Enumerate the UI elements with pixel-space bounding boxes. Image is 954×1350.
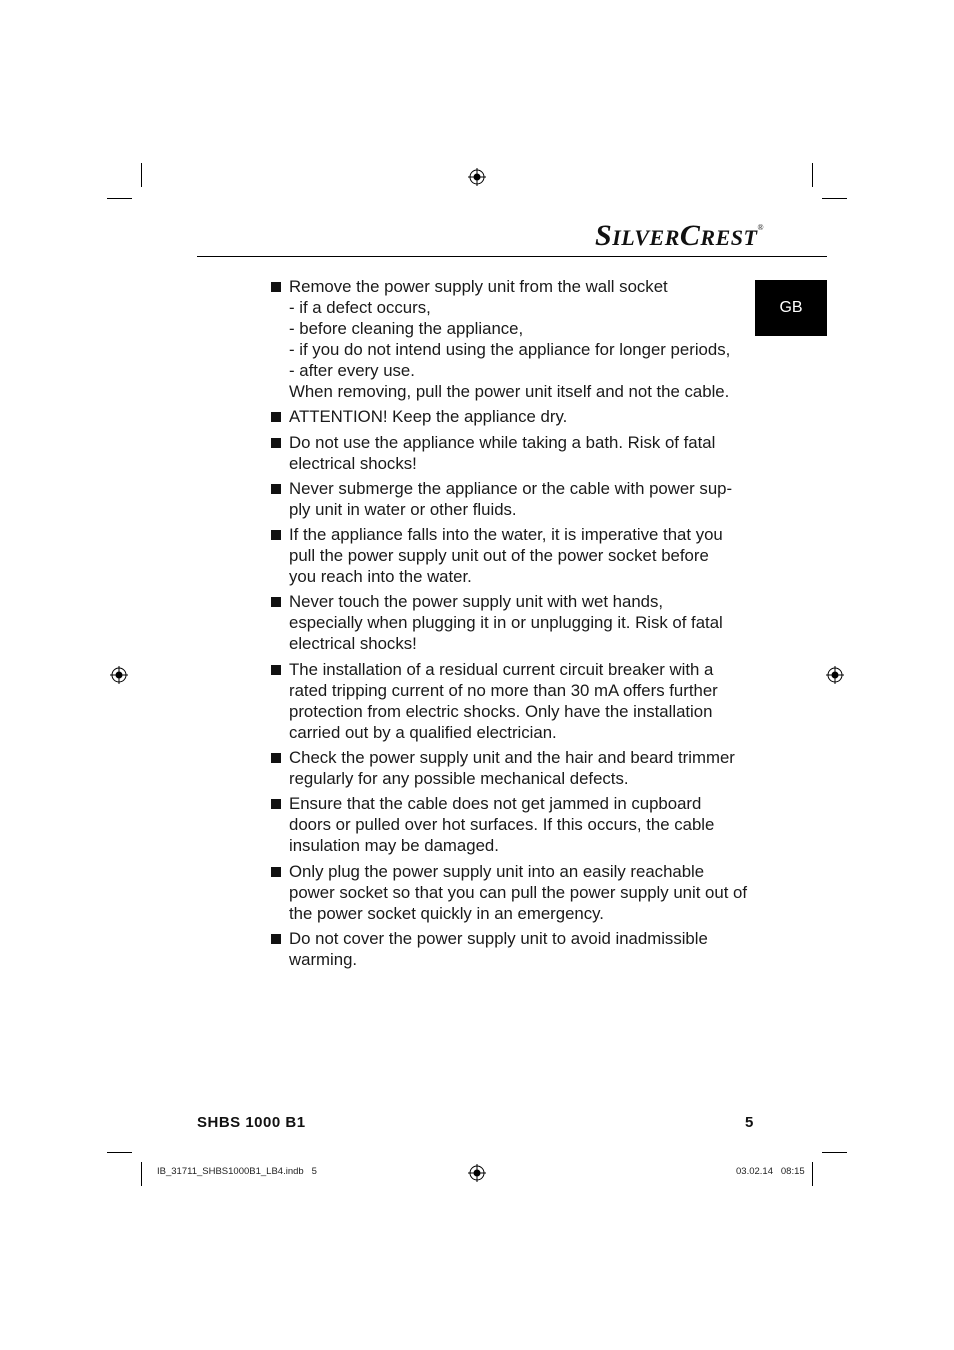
list-item-line: If the appliance falls into the water, it is imperative that you xyxy=(289,525,723,545)
list-item xyxy=(270,928,740,970)
list-item-line: electrical shocks! xyxy=(289,634,417,654)
crop-mark xyxy=(822,198,847,199)
crop-mark xyxy=(812,163,813,187)
header-rule xyxy=(197,256,827,257)
logo-initial: S xyxy=(595,219,613,252)
list-item-line: Do not use the appliance while taking a bath. Risk of fatal xyxy=(289,432,716,452)
list-item-line: insulation may be damaged. xyxy=(289,836,499,856)
list-item-line: electrical shocks! xyxy=(289,453,417,473)
list-item-line: - after every use. xyxy=(289,361,415,380)
list-item-line: Only plug the power supply unit into an easily reachable xyxy=(289,861,705,881)
square-bullet-icon xyxy=(271,530,281,540)
square-bullet-icon xyxy=(271,753,281,763)
silvercrest-logo xyxy=(595,219,764,251)
list-item-line: Ensure that the cable does not get jammed in cupboard xyxy=(289,794,702,814)
page-number: 5 xyxy=(745,1114,754,1131)
list-item-line: - if you do not intend using the appliance for longer periods, xyxy=(289,340,731,359)
list-item-line: power socket so that you can pull the power supply unit out of xyxy=(289,882,748,902)
list-item-line: Check the power supply unit and the hair and beard trimmer xyxy=(289,748,735,768)
list-item-line: Never touch the power supply unit with wet hands, xyxy=(289,592,664,612)
list-item xyxy=(270,861,748,924)
list-item-line: pull the power supply unit out of the power socket before xyxy=(289,546,709,566)
list-item xyxy=(270,406,740,427)
list-item xyxy=(270,659,740,743)
list-item-line: Remove the power supply unit from the wall socket xyxy=(289,277,668,296)
square-bullet-icon xyxy=(271,484,281,494)
list-item-line: carried out by a qualified electrician. xyxy=(289,722,557,742)
crop-mark xyxy=(107,1152,132,1153)
list-item xyxy=(270,747,740,789)
list-item-line: protection from electric shocks. Only have the installation xyxy=(289,701,713,721)
model-number: SHBS 1000 B1 xyxy=(197,1114,306,1131)
list-item-line: regularly for any possible mechanical defects. xyxy=(289,769,629,789)
list-item-line: When removing, pull the power unit itself and not the cable. xyxy=(289,382,730,401)
language-tab: GB xyxy=(755,280,827,336)
square-bullet-icon xyxy=(271,412,281,422)
list-item xyxy=(270,432,740,474)
list-item-line: doors or pulled over hot surfaces. If this occurs, the cable xyxy=(289,815,715,835)
list-item xyxy=(270,793,740,856)
registration-mark-icon xyxy=(826,666,844,684)
square-bullet-icon xyxy=(271,867,281,877)
crop-mark xyxy=(822,1152,847,1153)
crop-mark xyxy=(107,198,132,199)
list-item-line: you reach into the water. xyxy=(289,567,472,587)
square-bullet-icon xyxy=(271,799,281,809)
crop-mark xyxy=(812,1162,813,1186)
list-item-line: ATTENTION! Keep the appliance dry. xyxy=(289,407,568,427)
crop-mark xyxy=(141,163,142,187)
crop-mark xyxy=(141,1162,142,1186)
list-item-line: rated tripping current of no more than 30 mA offers further xyxy=(289,680,718,700)
registration-mark-icon xyxy=(468,168,486,186)
list-item xyxy=(270,591,740,654)
list-item-line: the power socket quickly in an emergency. xyxy=(289,903,604,923)
list-item-line: The installation of a residual current circuit breaker with a xyxy=(289,659,714,679)
list-item-line: Do not cover the power supply unit to avoid inadmissible xyxy=(289,928,708,948)
list-item-line: warming. xyxy=(289,949,358,969)
square-bullet-icon xyxy=(271,597,281,607)
square-bullet-icon xyxy=(271,665,281,675)
registered-mark: ® xyxy=(757,223,765,232)
registration-mark-icon xyxy=(110,666,128,684)
list-item-line: especially when plugging it in or unplugging it. Risk of fatal xyxy=(289,613,723,633)
list-item xyxy=(270,276,740,402)
logo-text: REST xyxy=(700,225,758,250)
square-bullet-icon xyxy=(271,438,281,448)
logo-text: ILVER xyxy=(612,225,680,250)
list-item xyxy=(270,478,740,520)
print-slug-filename: IB_31711_SHBS1000B1_LB4.indb 5 xyxy=(157,1166,317,1177)
square-bullet-icon xyxy=(271,934,281,944)
registration-mark-icon xyxy=(468,1164,486,1182)
safety-instructions-list xyxy=(270,276,748,974)
list-item-line: - before cleaning the appliance, xyxy=(289,319,524,338)
print-slug-datetime: 03.02.14 08:15 xyxy=(736,1166,805,1177)
logo-initial: C xyxy=(679,219,701,252)
list-item-line: - if a defect occurs, xyxy=(289,298,431,317)
list-item xyxy=(270,524,740,587)
square-bullet-icon xyxy=(271,282,281,292)
list-item-line: ply unit in water or other fluids. xyxy=(289,499,517,519)
list-item-line: Never submerge the appliance or the cable with power sup- xyxy=(289,478,733,498)
